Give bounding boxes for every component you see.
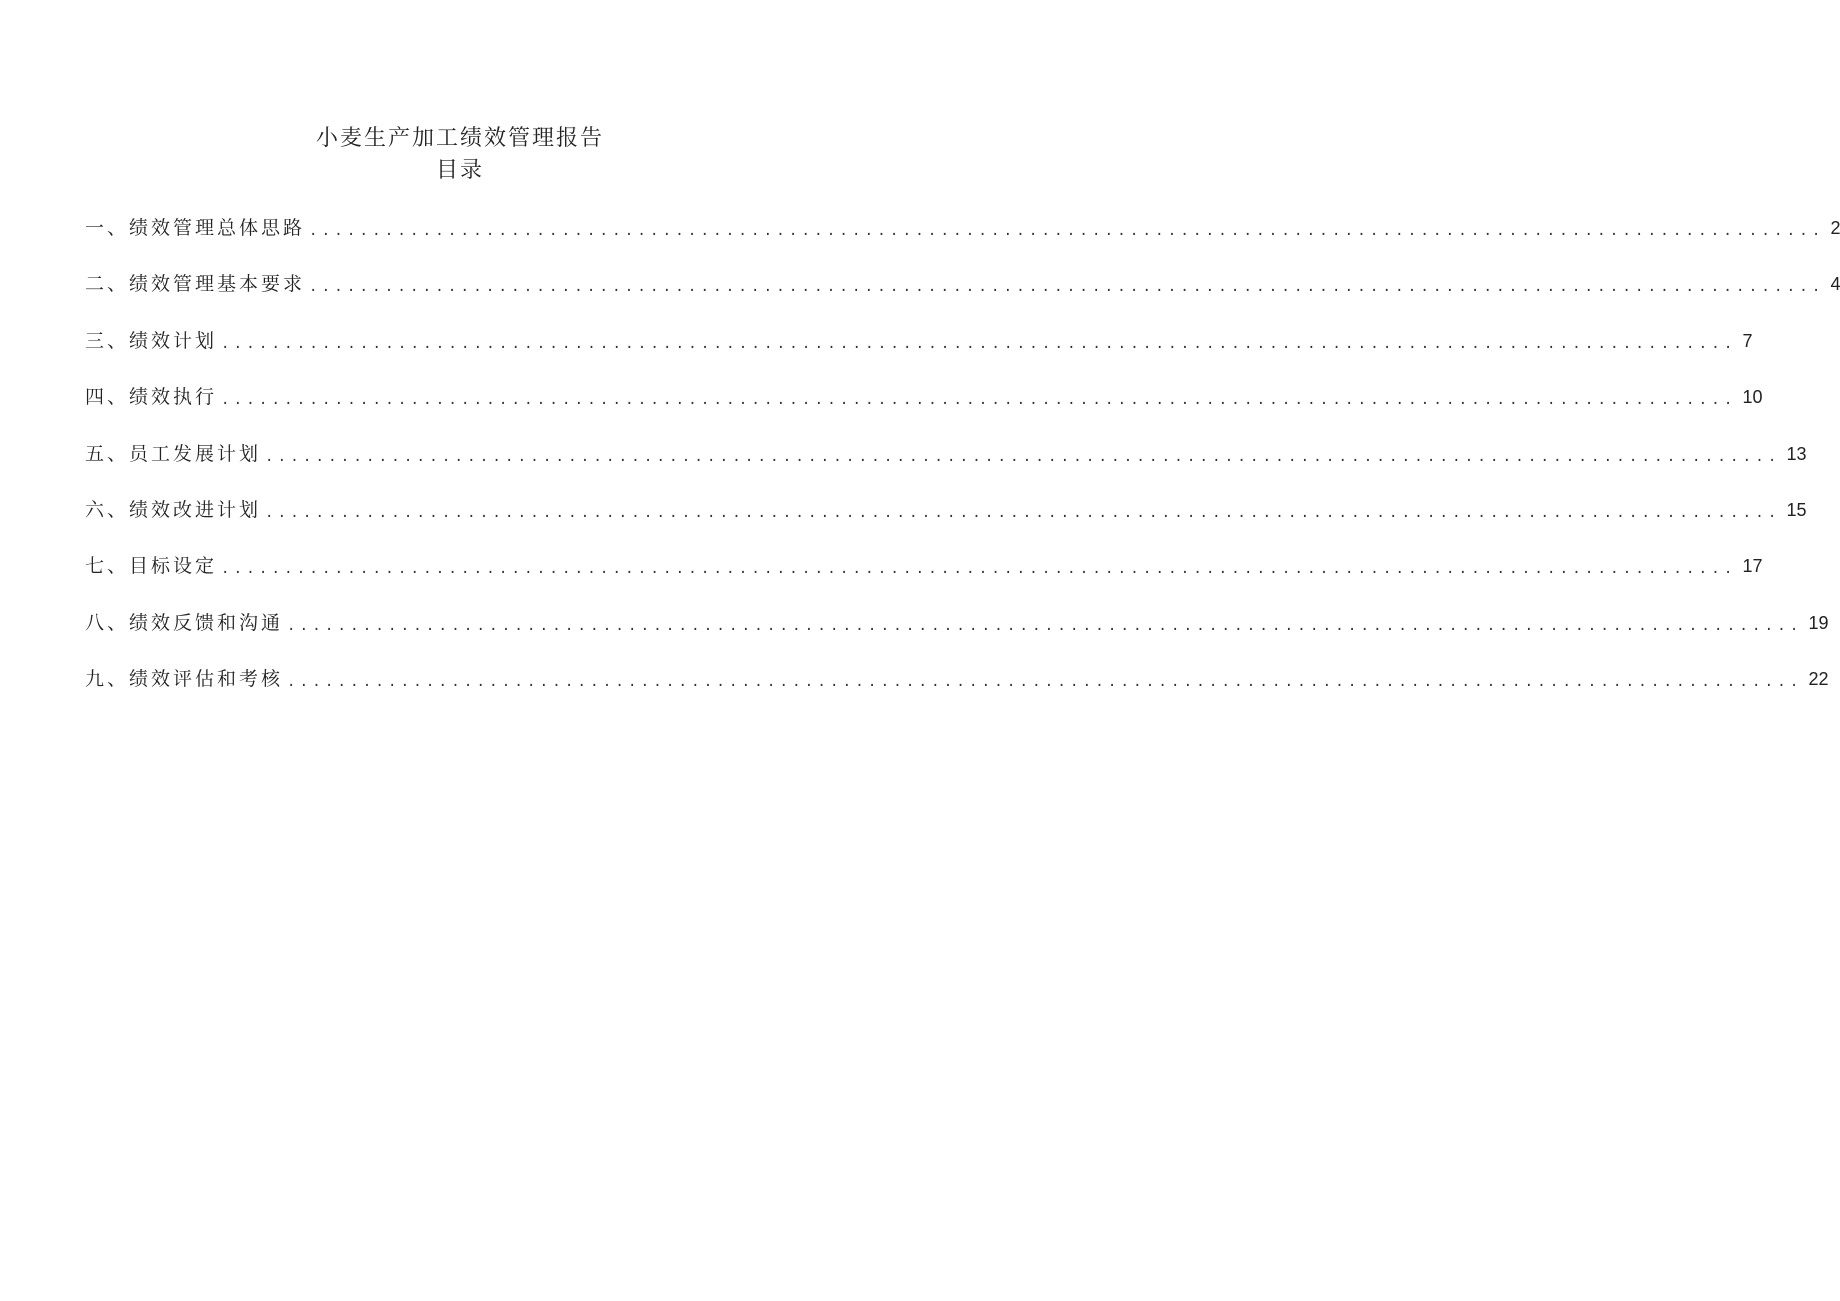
toc-entry-4[interactable] bbox=[85, 381, 1763, 437]
toc-entry-label: 一、绩效管理总体思路 bbox=[85, 217, 306, 239]
toc-leader-dots: ........................................................................................................................ bbox=[265, 448, 1781, 465]
toc-entry-label: 七、目标设定 bbox=[85, 555, 218, 578]
toc-entry-page-number: 13 bbox=[1786, 443, 1807, 464]
toc-entry-label: 六、绩效改进计划 bbox=[85, 498, 262, 521]
toc-entry-label: 五、员工发展计划 bbox=[85, 442, 262, 465]
toc-entry-8[interactable] bbox=[85, 607, 1829, 663]
table-of-contents bbox=[85, 212, 1840, 720]
toc-entry-page-number: 15 bbox=[1786, 499, 1807, 520]
toc-entry-label: 二、绩效管理基本要求 bbox=[85, 273, 306, 296]
toc-entry-7[interactable] bbox=[85, 550, 1763, 606]
toc-entry-2[interactable] bbox=[85, 268, 1840, 324]
toc-entry-page-number: 10 bbox=[1742, 387, 1763, 408]
toc-leader-dots: ........................................................................................................................ bbox=[309, 279, 1825, 296]
toc-entry-page-number: 17 bbox=[1742, 556, 1763, 577]
toc-entry-page-number: 22 bbox=[1808, 669, 1829, 690]
toc-entry-label: 三、绩效计划 bbox=[85, 329, 218, 352]
toc-leader-dots: ........................................................................................................................ bbox=[221, 561, 1737, 578]
toc-leader-dots: ........................................................................................................................ bbox=[221, 392, 1737, 409]
toc-entry-page-number: 2 bbox=[1830, 218, 1840, 238]
toc-entry-label: 八、绩效反馈和沟通 bbox=[85, 611, 284, 634]
toc-entry-label: 九、绩效评估和考核 bbox=[85, 668, 284, 691]
toc-entry-1[interactable] bbox=[85, 212, 1840, 268]
toc-entry-6[interactable] bbox=[85, 494, 1807, 550]
toc-entry-9[interactable] bbox=[85, 663, 1829, 719]
document-title: 小麦生产加工绩效管理报告 bbox=[315, 126, 604, 151]
toc-entry-label: 四、绩效执行 bbox=[85, 386, 218, 409]
toc-leader-dots: ........................................................................................................................ bbox=[265, 504, 1781, 521]
toc-entry-page-number: 19 bbox=[1808, 612, 1829, 633]
toc-heading: 目录 bbox=[435, 158, 484, 183]
toc-leader-dots: ........................................................................................................................ bbox=[287, 674, 1803, 691]
toc-entry-page-number: 4 bbox=[1830, 274, 1840, 295]
toc-entry-5[interactable] bbox=[85, 438, 1807, 494]
toc-leader-dots: ........................................................................................................................ bbox=[287, 617, 1803, 634]
toc-entry-3[interactable] bbox=[85, 325, 1753, 381]
toc-entry-page-number: 7 bbox=[1742, 330, 1753, 351]
toc-leader-dots: ........................................................................................................................ bbox=[221, 335, 1737, 352]
toc-leader-dots: ........................................................................................................................ bbox=[309, 223, 1825, 239]
